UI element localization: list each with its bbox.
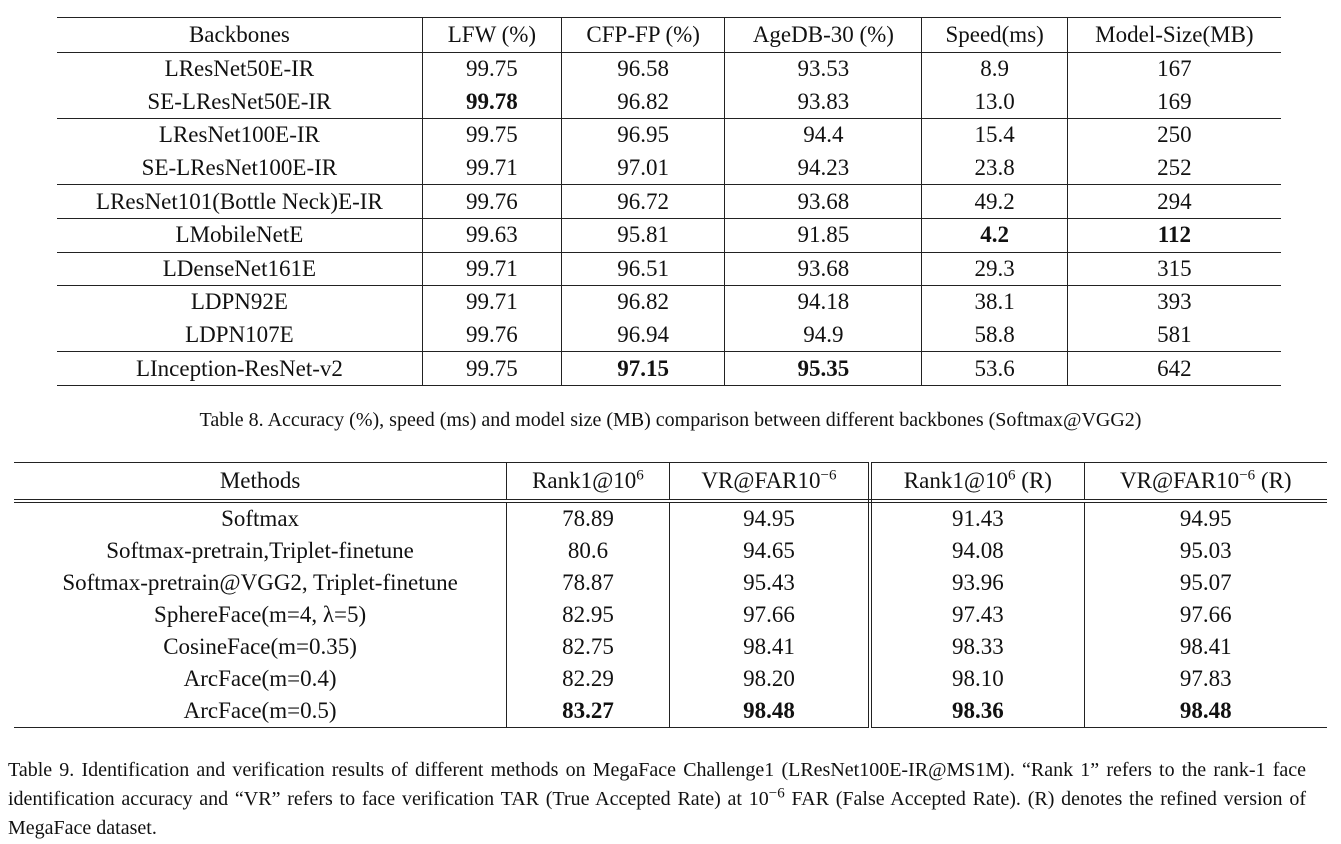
backbone-name: LResNet50E-IR [57,53,422,86]
header-rank1-r-suffix: (R) [1015,468,1052,493]
table-row [57,53,1281,86]
cfp-value: 95.81 [562,218,725,252]
method-name: ArcFace(m=0.5) [14,695,507,728]
header-lfw: LFW (%) [422,18,561,53]
header-backbones: Backbones [57,18,422,53]
vr-value: 94.65 [669,535,870,567]
speed-value: 23.8 [922,152,1067,185]
table-8-header-row [57,18,1281,53]
table-row [57,119,1281,152]
size-value: 642 [1067,352,1281,386]
header-vr-r-text: VR@FAR10 [1120,468,1240,493]
table-row [57,86,1281,119]
caption-9-part1: Table 9. Identification and verification results of different methods on MegaFace Challenge1 (LResNet100E-IR@MS1M). “Rank 1” refers to the rank-1 face identification accuracy and “VR” refers to face verification TAR (True Accepted Rate) at 10 [8,759,1306,810]
size-value: 167 [1157,56,1192,82]
lfw-value: 99.71 [422,252,561,286]
speed-value: 38.1 [922,286,1067,319]
cfp-value: 96.95 [562,119,725,152]
rank1-value: 78.89 [507,501,670,535]
vr-value: 98.41 [669,631,870,663]
lfw-value: 99.78 [422,86,561,119]
cfp-value: 96.94 [562,319,725,352]
header-rank1-r-text: Rank1@10 [903,468,1009,493]
lfw-value: 99.76 [422,185,561,219]
size-value: 294 [1067,185,1281,219]
table-row [14,695,1327,728]
backbone-name: LInception-ResNet-v2 [57,352,422,386]
table-9-caption [8,756,1306,843]
backbone-name: LResNet101(Bottle Neck)E-IR [57,185,422,219]
backbone-name: LDenseNet161E [57,252,422,286]
rank1-value: 80.6 [507,535,670,567]
backbone-name: LDPN107E [57,319,422,352]
speed-value: 15.4 [922,119,1067,152]
rank1-r-value: 98.36 [870,695,1084,728]
rank1-value: 82.95 [507,599,670,631]
vr-value: 97.66 [669,599,870,631]
table-row [57,185,1281,219]
cfp-value: 96.72 [562,185,725,219]
method-name: Softmax-pretrain@VGG2, Triplet-finetune [14,567,507,599]
size-value: 581 [1157,322,1192,348]
lfw-value: 99.75 [422,119,561,152]
method-name: SphereFace(m=4, λ=5) [14,599,507,631]
speed-value: 29.3 [922,252,1067,286]
cfp-value: 97.15 [562,352,725,386]
agedb-value: 93.68 [725,185,922,219]
agedb-value: 95.35 [725,352,922,386]
header-rank1-refined [870,463,1084,502]
rank1-r-value: 98.10 [870,663,1084,695]
vr-r-value: 98.48 [1084,695,1327,728]
size-value: 169 [1157,88,1192,114]
speed-value: 53.6 [922,352,1067,386]
vr-r-value: 95.07 [1179,570,1232,595]
table-row [57,286,1281,319]
rank1-value: 78.87 [507,567,670,599]
agedb-value: 94.18 [725,286,922,319]
backbone-name: LMobileNetE [57,218,422,252]
agedb-value: 91.85 [725,218,922,252]
agedb-value: 93.68 [725,252,922,286]
rank1-r-value: 94.08 [870,535,1084,567]
header-methods: Methods [14,463,507,502]
rank1-r-value: 91.43 [870,501,1084,535]
speed-value: 58.8 [922,319,1067,352]
agedb-value: 94.4 [725,119,922,152]
header-rank1-text: Rank1@10 [532,468,637,493]
agedb-value: 93.83 [725,86,922,119]
header-rank1-exp: 6 [636,467,644,484]
table-row [14,663,1327,695]
table-row [57,319,1281,352]
speed-value: 13.0 [922,86,1067,119]
agedb-value: 94.9 [725,319,922,352]
agedb-value: 94.23 [725,152,922,185]
vr-r-value: 94.95 [1179,506,1232,531]
header-cfp-fp: CFP-FP (%) [562,18,725,53]
table-8-backbones [57,17,1281,386]
size-value: 393 [1067,286,1281,319]
vr-value: 94.95 [669,501,870,535]
speed-value: 8.9 [922,53,1067,86]
speed-value: 49.2 [922,185,1067,219]
cfp-value: 96.82 [562,86,725,119]
method-name: Softmax [14,501,507,535]
backbone-name: SE-LResNet100E-IR [57,152,422,185]
table-row [14,599,1327,631]
table-row [57,218,1281,252]
method-name: CosineFace(m=0.35) [14,631,507,663]
header-speed: Speed(ms) [922,18,1067,53]
vr-value: 95.43 [669,567,870,599]
rank1-value: 83.27 [507,695,670,728]
vr-r-value: 98.41 [1179,634,1232,659]
header-rank1-r-exp: 6 [1008,467,1016,484]
table-row [14,631,1327,663]
agedb-value: 93.53 [725,53,922,86]
vr-r-value: 97.66 [1179,602,1232,627]
vr-r-value: 95.03 [1179,538,1232,563]
rank1-value: 82.29 [507,663,670,695]
vr-value: 98.20 [669,663,870,695]
caption-9-part2: FAR (False Accepted Rate). (R) denotes the refined version of MegaFace dataset. [8,788,1306,839]
method-name: Softmax-pretrain,Triplet-finetune [14,535,507,567]
rank1-r-value: 93.96 [870,567,1084,599]
vr-r-value: 97.83 [1179,666,1232,691]
table-row [57,152,1281,185]
size-value: 315 [1067,252,1281,286]
cfp-value: 97.01 [562,152,725,185]
backbone-name: SE-LResNet50E-IR [57,86,422,119]
speed-value: 4.2 [922,218,1067,252]
cfp-value: 96.58 [562,53,725,86]
lfw-value: 99.63 [422,218,561,252]
rank1-r-value: 98.33 [870,631,1084,663]
header-agedb-30: AgeDB-30 (%) [725,18,922,53]
table-row [14,501,1327,535]
header-model-size: Model-Size(MB) [1067,18,1281,53]
vr-value: 98.48 [669,695,870,728]
lfw-value: 99.76 [422,319,561,352]
size-value: 112 [1067,218,1281,252]
size-value: 252 [1157,155,1192,181]
method-name: ArcFace(m=0.4) [14,663,507,695]
lfw-value: 99.75 [422,352,561,386]
header-rank1 [507,463,670,502]
cfp-value: 96.51 [562,252,725,286]
backbone-name: LResNet100E-IR [57,119,422,152]
backbone-name: LDPN92E [57,286,422,319]
header-vr-r-suffix: (R) [1255,468,1292,493]
header-vr-refined [1084,463,1327,502]
table-row [57,352,1281,386]
table-9-megaface [14,462,1327,728]
cfp-value: 96.82 [562,286,725,319]
rank1-r-value: 97.43 [870,599,1084,631]
table-row [14,567,1327,599]
lfw-value: 99.75 [422,53,561,86]
caption-9-exp: −6 [768,785,785,802]
header-vr-text: VR@FAR10 [701,468,821,493]
header-vr [669,463,870,502]
table-9-header-row [14,463,1327,502]
lfw-value: 99.71 [422,286,561,319]
lfw-value: 99.71 [422,152,561,185]
header-vr-r-exp: −6 [1239,467,1256,484]
rank1-value: 82.75 [507,631,670,663]
header-vr-exp: −6 [820,467,837,484]
table-row [57,252,1281,286]
size-value: 250 [1067,119,1281,152]
table-8-caption: Table 8. Accuracy (%), speed (ms) and model size (MB) comparison between different backbones (Softmax@VGG2) [199,409,1142,431]
table-row [14,535,1327,567]
